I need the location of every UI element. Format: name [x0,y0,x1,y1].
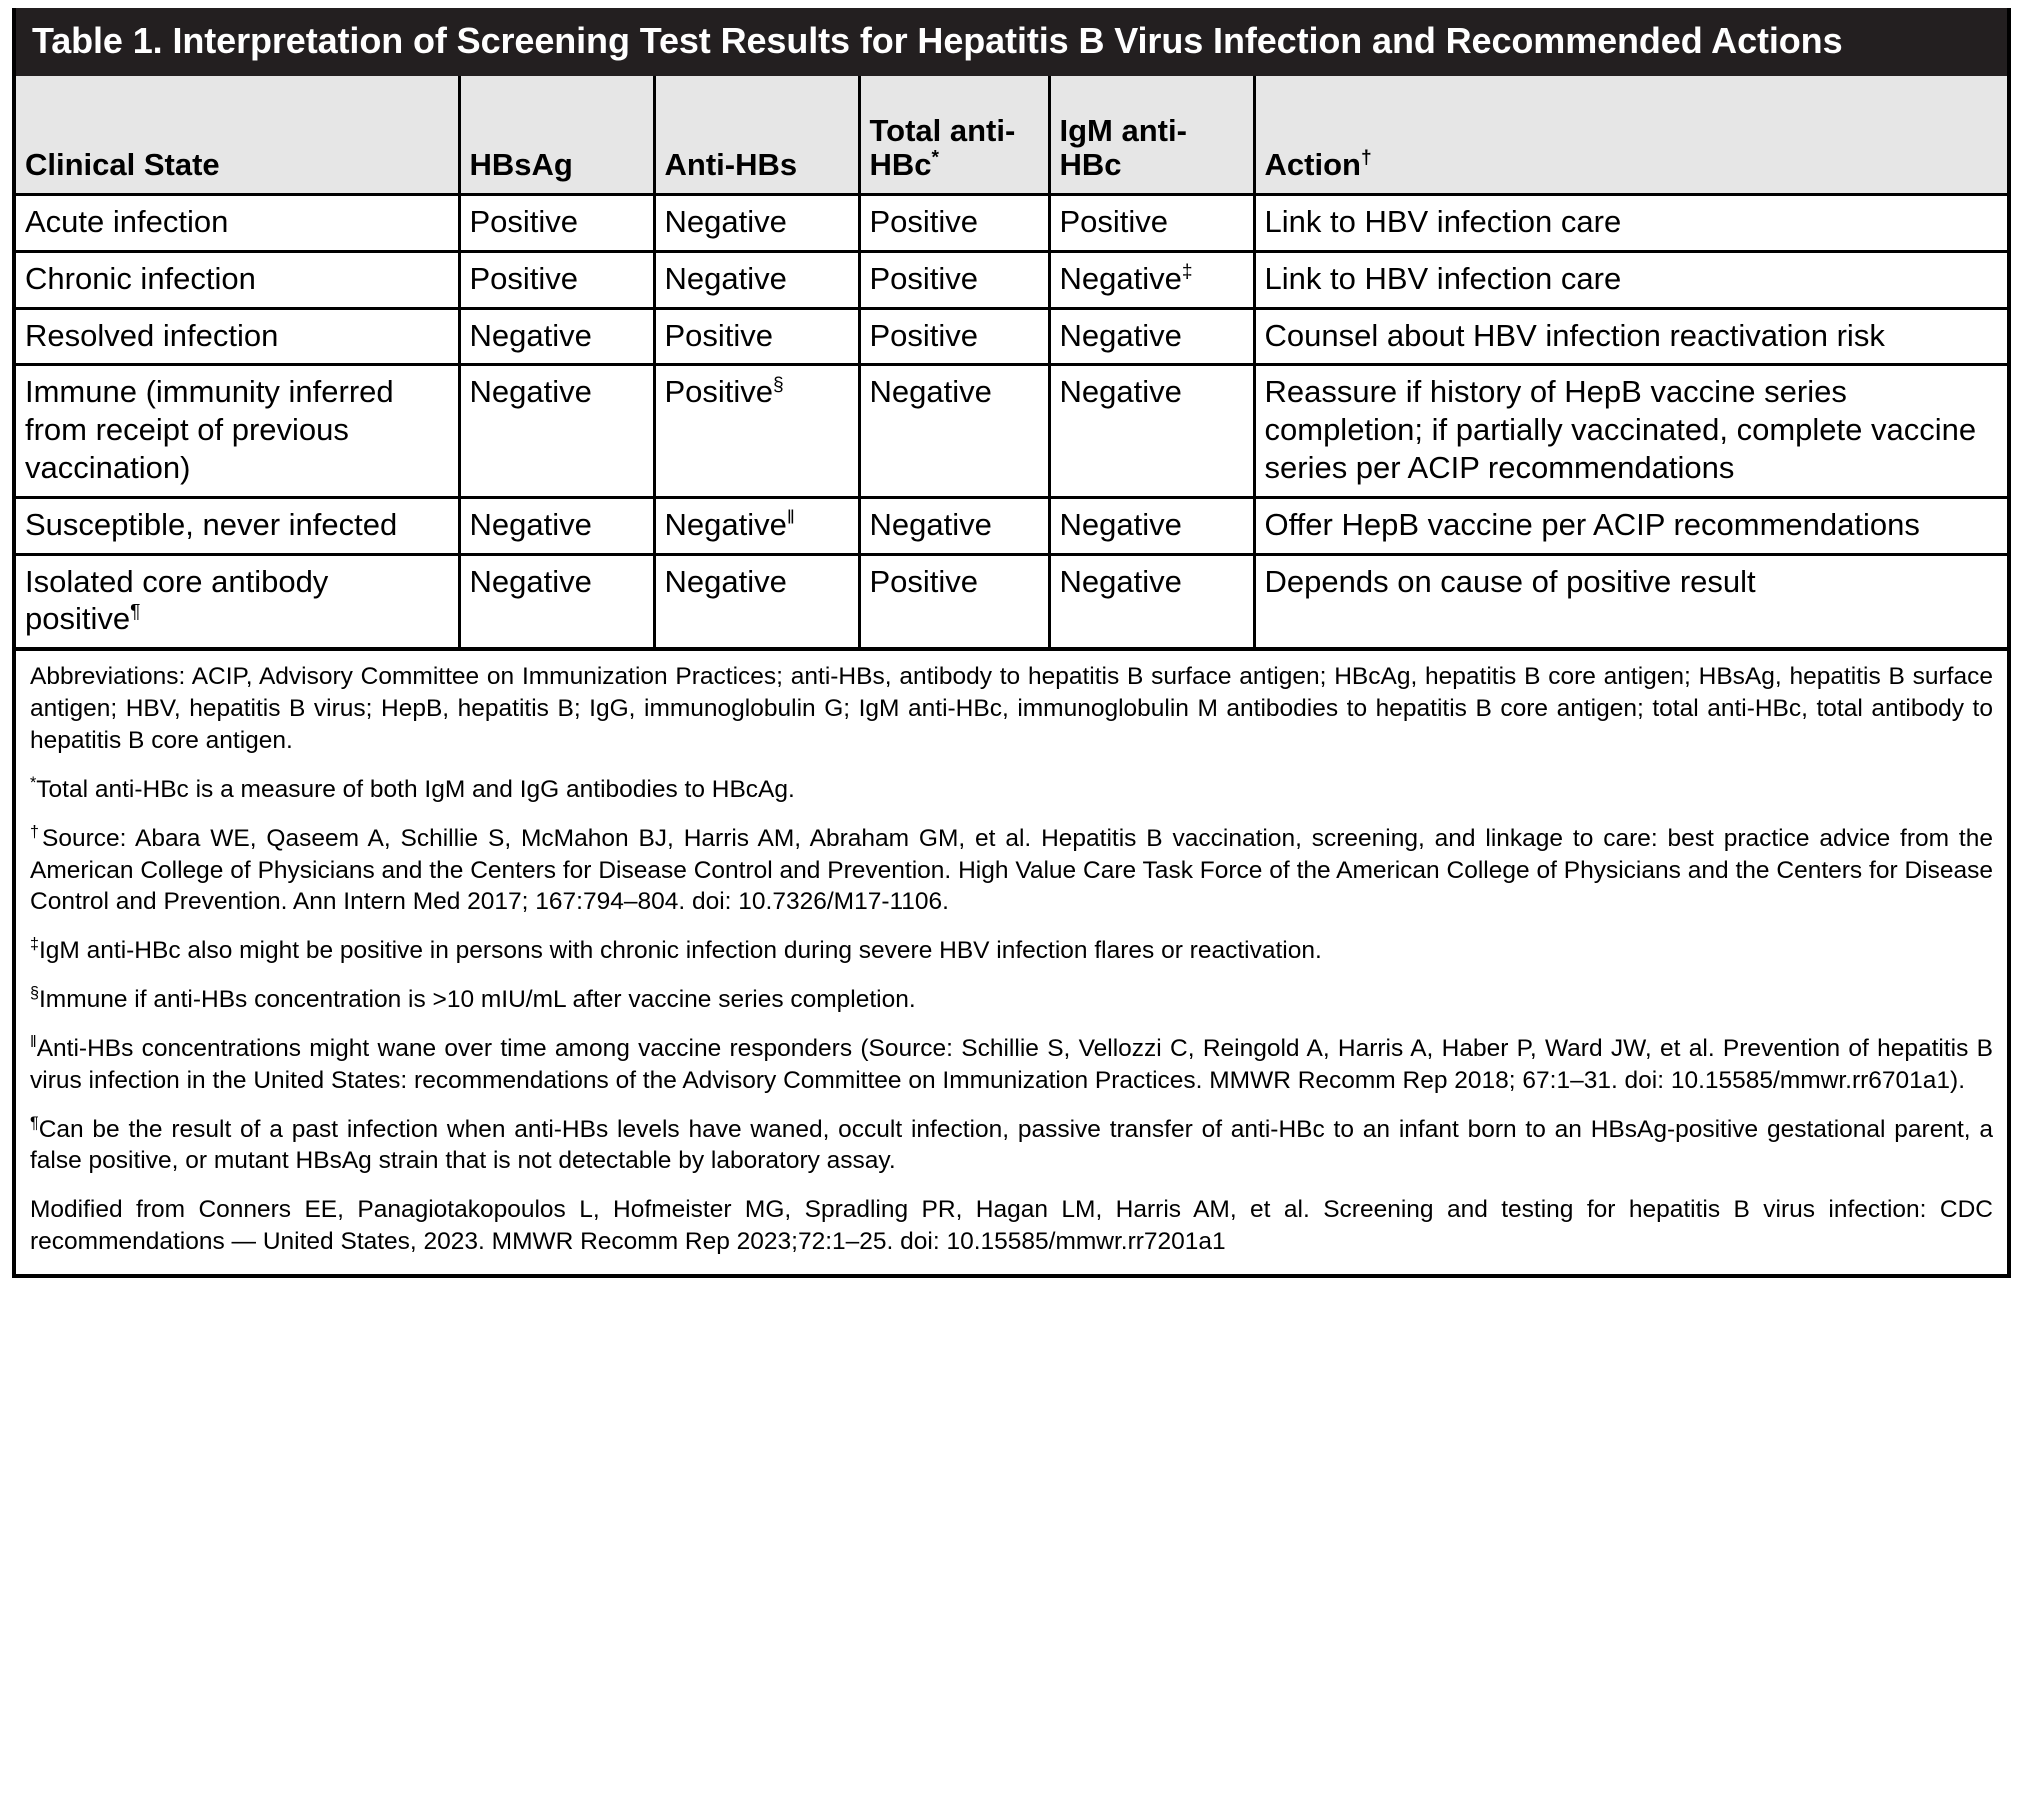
cell-action: Counsel about HBV infection reactivation risk [1254,308,2007,365]
cell-clinical-state-text: Chronic infection [25,260,256,296]
column-header-total-anti-hbc-marker: * [931,147,939,169]
cell-hbsag-text: Positive [469,260,579,296]
table-title-text: Table 1. Interpretation of Screening Test Results for Hepatitis B Virus Infection and Recommended Actions [32,20,1843,61]
cell-action: Link to HBV infection care [1254,251,2007,308]
cell-igm-anti-hbc-text: Negative [1059,374,1182,410]
table-header [16,76,2007,194]
note-asterisk-marker: * [30,773,37,792]
cell-igm-anti-hbc [1049,308,1254,365]
table-frame [12,8,2011,1278]
note-double-dagger [30,935,1993,967]
cell-total-anti-hbc-text: Negative [869,374,992,410]
cell-hbsag-text: Negative [469,563,592,599]
cell-anti-hbs-text: Negative [664,563,787,599]
cell-total-anti-hbc [859,554,1049,647]
cell-action: Reassure if history of HepB vaccine series completion; if partially vaccinated, complete vaccine series per ACIP recommendations [1254,365,2007,497]
note-parallel-marker: ‖ [30,1032,37,1051]
note-source: Modified from Conners EE, Panagiotakopoulos L, Hofmeister MG, Spradling PR, Hagan LM, Harris AM, et al. Screening and testing for hepatitis B virus infection: CDC recommendations — United States, 2023. MMWR Recomm Rep 2023;72:1–25. doi: 10.15585/mmwr.rr7201a1 [30,1196,1993,1256]
cell-hbsag [459,365,654,497]
cell-clinical-state-text: Acute infection [25,203,229,239]
cell-total-anti-hbc [859,194,1049,251]
table-page [0,8,2021,1807]
cell-hbsag [459,497,654,554]
cell-clinical-state-text: Isolated core antibody positive [25,563,329,637]
table-header-row [16,76,2007,194]
note-abbreviations: Abbreviations: ACIP, Advisory Committee on Immunization Practices; anti-HBs, antibody to hepatitis B surface antigen; HBcAg, hepatitis B core antigen; HBsAg, hepatitis B surface antigen; HBV, hepatitis B virus; HepB, hepatitis B; IgG, immunoglobulin G; IgM anti-HBc, immunoglobulin M antibodies to hepatitis B core antigen; total anti-HBc, total antibody to hepatitis B core antigen. [30,663,1993,754]
cell-anti-hbs-text: Negative [664,260,787,296]
note-pilcrow [30,1114,1993,1178]
note-section [30,984,1993,1016]
cell-clinical-state [16,251,459,308]
note-dagger-marker: † [30,822,43,841]
cell-hbsag-text: Negative [469,506,592,542]
cell-igm-anti-hbc-text: Positive [1059,203,1169,239]
cell-anti-hbs-text: Negative [664,203,787,239]
cell-total-anti-hbc [859,308,1049,365]
table-row [16,497,2007,554]
note-pilcrow-marker: ¶ [30,1113,39,1132]
cell-clinical-state-marker: ¶ [130,602,141,624]
column-header-hbsag-label: HBsAg [469,147,573,183]
column-header-igm-anti-hbc-label: IgM anti-HBc [1059,112,1187,183]
note-double-dagger-marker: ‡ [30,935,39,954]
cell-igm-anti-hbc [1049,554,1254,647]
note-asterisk-text: Total anti-HBc is a measure of both IgM and IgG antibodies to HBcAg. [36,775,795,803]
cell-clinical-state [16,365,459,497]
cell-anti-hbs [654,554,859,647]
column-header-total-anti-hbc-label: Total anti-HBc [869,112,1016,183]
cell-igm-anti-hbc-text: Negative [1059,317,1182,353]
screening-results-table [16,76,2007,647]
cell-action: Depends on cause of positive result [1254,554,2007,647]
cell-anti-hbs [654,251,859,308]
cell-anti-hbs [654,194,859,251]
note-parallel-text: Anti-HBs concentrations might wane over time among vaccine responders (Source: Schillie S, Vellozzi C, Reingold A, Harris A, Haber P, Ward JW, et al. Prevention of hepatitis B virus infection in the United States: recommendations of the Advisory Committee on Immunization Practices. MMWR Recomm Rep 2018; 67:1–31. doi: 10.15585/mmwr.rr6701a1). [30,1034,1993,1094]
cell-anti-hbs-marker: ‖ [786,507,795,529]
cell-total-anti-hbc [859,497,1049,554]
cell-hbsag-text: Negative [469,374,592,410]
cell-total-anti-hbc-text: Positive [869,203,979,239]
column-header-anti-hbs-label: Anti-HBs [664,147,798,183]
note-parallel [30,1033,1993,1097]
note-dagger [30,823,1993,919]
column-header-action-label: Action [1264,147,1361,183]
column-header-clinical-state [16,76,459,194]
cell-hbsag [459,554,654,647]
cell-anti-hbs [654,365,859,497]
cell-igm-anti-hbc [1049,497,1254,554]
cell-action: Offer HepB vaccine per ACIP recommendations [1254,497,2007,554]
cell-igm-anti-hbc [1049,194,1254,251]
note-asterisk [30,774,1993,806]
cell-igm-anti-hbc [1049,251,1254,308]
cell-hbsag [459,194,654,251]
cell-clinical-state-text: Immune (immunity inferred from receipt of previous vaccination) [25,374,394,486]
table-row [16,554,2007,647]
cell-igm-anti-hbc [1049,365,1254,497]
cell-anti-hbs [654,497,859,554]
table-body [16,194,2007,647]
table-row [16,194,2007,251]
cell-hbsag-text: Negative [469,317,592,353]
column-header-clinical-state-label: Clinical State [25,147,220,183]
cell-anti-hbs-text: Positive [664,317,774,353]
cell-clinical-state [16,308,459,365]
cell-total-anti-hbc-text: Positive [869,260,979,296]
cell-clinical-state [16,497,459,554]
cell-clinical-state-text: Susceptible, never infected [25,506,398,542]
cell-clinical-state-text: Resolved infection [25,317,279,353]
column-header-action [1254,76,2007,194]
cell-anti-hbs-text: Negative [664,506,787,542]
cell-igm-anti-hbc-text: Negative [1059,506,1182,542]
column-header-action-marker: † [1360,147,1372,169]
cell-igm-anti-hbc-marker: ‡ [1181,261,1193,283]
note-section-text: Immune if anti-HBs concentration is >10 mIU/mL after vaccine series completion. [39,986,916,1014]
table-notes [16,647,2007,1274]
cell-total-anti-hbc-text: Negative [869,506,992,542]
cell-total-anti-hbc [859,365,1049,497]
cell-action: Link to HBV infection care [1254,194,2007,251]
column-header-igm-anti-hbc [1049,76,1254,194]
cell-clinical-state [16,554,459,647]
note-dagger-text: Source: Abara WE, Qaseem A, Schillie S, McMahon BJ, Harris AM, Abraham GM, et al. Hepatitis B vaccination, screening, and linkage to care: best practice advice from the American College of Physicians and the Centers for Disease Control and Prevention. High Value Care Task Force of the American College of Physicians and the Centers for Disease Control and Prevention. Ann Intern Med 2017; 167:794–804. doi: 10.7326/M17-1106. [30,824,1993,916]
cell-hbsag [459,251,654,308]
cell-hbsag [459,308,654,365]
note-pilcrow-text: Can be the result of a past infection when anti-HBs levels have waned, occult infection, passive transfer of anti-HBc to an infant born to an HBsAg-positive gestational parent, a false positive, or mutant HBsAg strain that is not detectable by laboratory assay. [30,1115,1993,1175]
table-title-bar [16,8,2007,76]
note-section-marker: § [30,983,39,1002]
cell-igm-anti-hbc-text: Negative [1059,563,1182,599]
cell-total-anti-hbc [859,251,1049,308]
cell-total-anti-hbc-text: Positive [869,317,979,353]
cell-hbsag-text: Positive [469,203,579,239]
cell-clinical-state [16,194,459,251]
column-header-anti-hbs [654,76,859,194]
cell-anti-hbs [654,308,859,365]
table-row [16,308,2007,365]
table-row [16,251,2007,308]
cell-anti-hbs-text: Positive [664,374,774,410]
note-double-dagger-text: IgM anti-HBc also might be positive in persons with chronic infection during severe HBV infection flares or reactivation. [39,937,1322,965]
cell-igm-anti-hbc-text: Negative [1059,260,1182,296]
column-header-total-anti-hbc [859,76,1049,194]
column-header-hbsag [459,76,654,194]
table-row [16,365,2007,497]
cell-anti-hbs-marker: § [773,375,784,397]
cell-total-anti-hbc-text: Positive [869,563,979,599]
